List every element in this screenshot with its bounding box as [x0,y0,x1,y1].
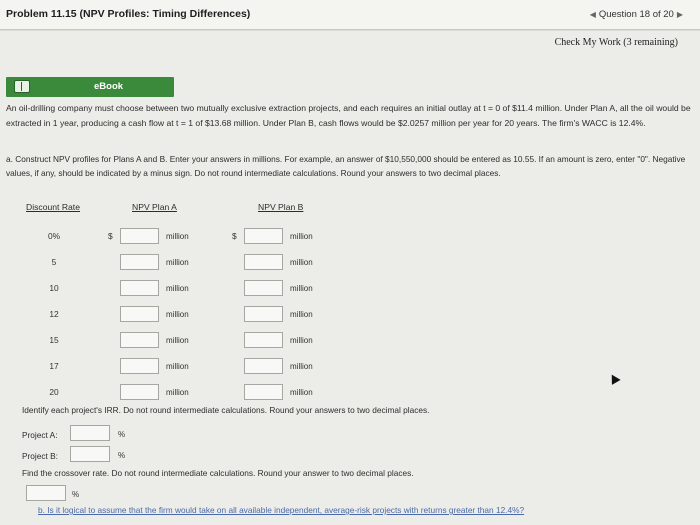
problem-content [0,31,700,525]
npv-plan-b-unit: million [290,258,313,267]
project-a-irr-unit: % [118,430,126,439]
npv-plan-a-header: NPV Plan A [132,202,177,212]
project-b-irr-label: Project B: [22,451,58,461]
npv-plan-b-unit: million [290,232,313,241]
npv-plan-a-unit: million [166,388,189,397]
problem-title: Problem 11.15 (NPV Profiles: Timing Differences) [6,8,251,20]
npv-plan-b-input[interactable] [244,384,283,400]
mouse-cursor-icon [607,372,620,385]
npv-plan-a-input[interactable] [120,384,159,400]
ebook-button[interactable] [6,77,174,97]
npv-plan-b-input[interactable] [244,254,283,270]
npv-plan-b-header: NPV Plan B [258,202,304,212]
part-a-instructions: a. Construct NPV profiles for Plans A and B. Enter your answers in millions. For example, an answer of $10,550,000 should be entered as 10.55. If an amount is zero, enter "0". Negative values, if any, should be indicated by a minus sign. Do not round intermediate calculations. Round your answers to two decimal places. [6,154,686,178]
problem-text: An oil-drilling company must choose between two mutually exclusive extraction projects, and each requires an initial outlay at t = 0 of $11.4 million. Under Plan A, all the oil would be extracted in 1 year, producing a cash flow at t = 1 of $13.68 million. Under Plan B, cash flows would be $2.0257 million per year for 20 years. The firm's WACC is 12.4%. [6,103,691,128]
check-my-work-button[interactable]: Check My Work (3 remaining) [554,37,678,48]
npv-plan-a-unit: million [166,232,189,241]
crossover-instructions: Find the crossover rate. Do not round intermediate calculations. Round your answer to two decimal places. [22,468,414,478]
npv-plan-b-unit: million [290,336,313,345]
question-navigation [587,9,686,20]
discount-rate-value: 20 [49,387,59,397]
npv-plan-b-input[interactable] [244,306,283,322]
npv-plan-a-unit: million [166,336,189,345]
npv-plan-a-unit: million [166,310,189,319]
crossover-rate-input[interactable] [26,485,66,501]
discount-rate-value: 15 [49,335,59,345]
currency-symbol-a: $ [108,231,113,241]
project-a-irr-input[interactable] [70,425,110,441]
crossover-rate-unit: % [72,490,80,499]
discount-rate-value: 5 [51,257,57,267]
project-b-irr-input[interactable] [70,446,110,462]
npv-plan-a-unit: million [166,258,189,267]
prev-question-icon[interactable]: ◀ [589,10,596,19]
npv-plan-b-unit: million [290,284,313,293]
npv-plan-a-unit: million [166,284,189,293]
next-question-icon[interactable]: ▶ [676,10,683,19]
question-counter: Question 18 of 20 [598,9,674,20]
npv-plan-b-input[interactable] [244,280,283,296]
top-bar [0,0,700,30]
npv-plan-a-input[interactable] [120,332,159,348]
book-icon [14,80,30,93]
npv-plan-b-unit: million [290,388,313,397]
discount-rate-value: 10 [49,283,59,293]
discount-rate-header: Discount Rate [26,202,80,212]
npv-plan-a-input[interactable] [120,254,159,270]
part-b-question[interactable]: b. Is it logical to assume that the firm would take on all available independent, average-risk projects with returns greater than 12.4%? [38,505,525,515]
irr-instructions: Identify each project's IRR. Do not round intermediate calculations. Round your answers to two decimal places. [22,405,430,415]
npv-plan-a-input[interactable] [120,280,159,296]
project-a-irr-label: Project A: [22,430,58,440]
npv-plan-b-input[interactable] [244,358,283,374]
project-b-irr-unit: % [118,451,126,460]
discount-rate-value: 17 [49,361,59,371]
npv-plan-a-input[interactable] [120,228,159,244]
npv-plan-b-input[interactable] [244,228,283,244]
currency-symbol-b: $ [232,231,237,241]
ebook-label: eBook [94,81,124,92]
discount-rate-value: 12 [49,309,59,319]
npv-plan-b-unit: million [290,362,313,371]
npv-plan-b-unit: million [290,310,313,319]
npv-plan-a-unit: million [166,362,189,371]
npv-plan-b-input[interactable] [244,332,283,348]
npv-plan-a-input[interactable] [120,306,159,322]
discount-rate-value: 0% [47,231,61,241]
npv-plan-a-input[interactable] [120,358,159,374]
